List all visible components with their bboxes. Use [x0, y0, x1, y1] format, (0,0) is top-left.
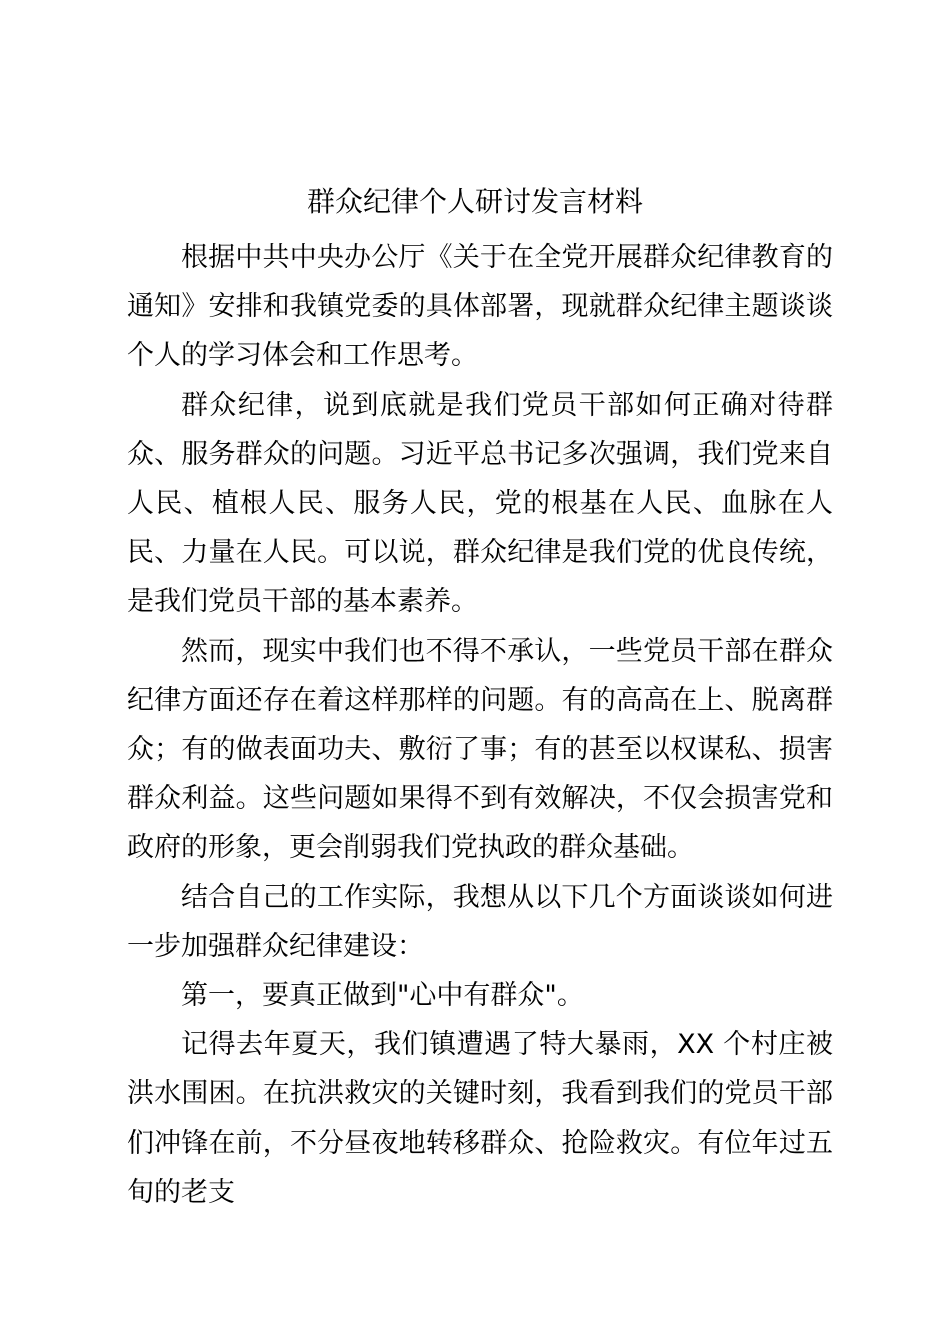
paragraph-point-one: 第一，要真正做到"心中有群众"。 — [181, 980, 584, 1012]
paragraph-problems: 然而，现实中我们也不得不承认，一些党员干部在群众纪律方面还存在着这样那样的问题。有的高高在上、脱离群众；有的做表面功夫、敷衍了事；有的甚至以权谋私、损害群众利益。这些问题如果得不到有效解决，不仅会损害党和政府的形象，更会削弱我们党执政的群众基础。 — [127, 635, 833, 864]
paragraph-discipline-meaning: 群众纪律，说到底就是我们党员干部如何正确对待群众、服务群众的问题。习近平总书记多次强调，我们党来自人民、植根人民、服务人民，党的根基在人民、血脉在人民、力量在人民。可以说，群众纪律是我们党的优良传统，是我们党员干部的基本素养。 — [127, 389, 833, 618]
document-title: 群众纪律个人研讨发言材料 — [306, 185, 643, 218]
paragraph-transition: 结合自己的工作实际，我想从以下几个方面谈谈如何进一步加强群众纪律建设： — [127, 881, 833, 962]
paragraph-flood-story: 记得去年夏天，我们镇遭遇了特大暴雨，XX 个村庄被洪水围困。在抗洪救灾的关键时刻，我看到我们的党员干部们冲锋在前，不分昼夜地转移群众、抢险救灾。有位年过五旬的老支 — [127, 1029, 833, 1208]
document-body — [127, 233, 833, 1217]
paragraph-intro: 根据中共中央办公厅《关于在全党开展群众纪律教育的通知》安排和我镇党委的具体部署，现就群众纪律主题谈谈个人的学习体会和工作思考。 — [127, 242, 833, 372]
